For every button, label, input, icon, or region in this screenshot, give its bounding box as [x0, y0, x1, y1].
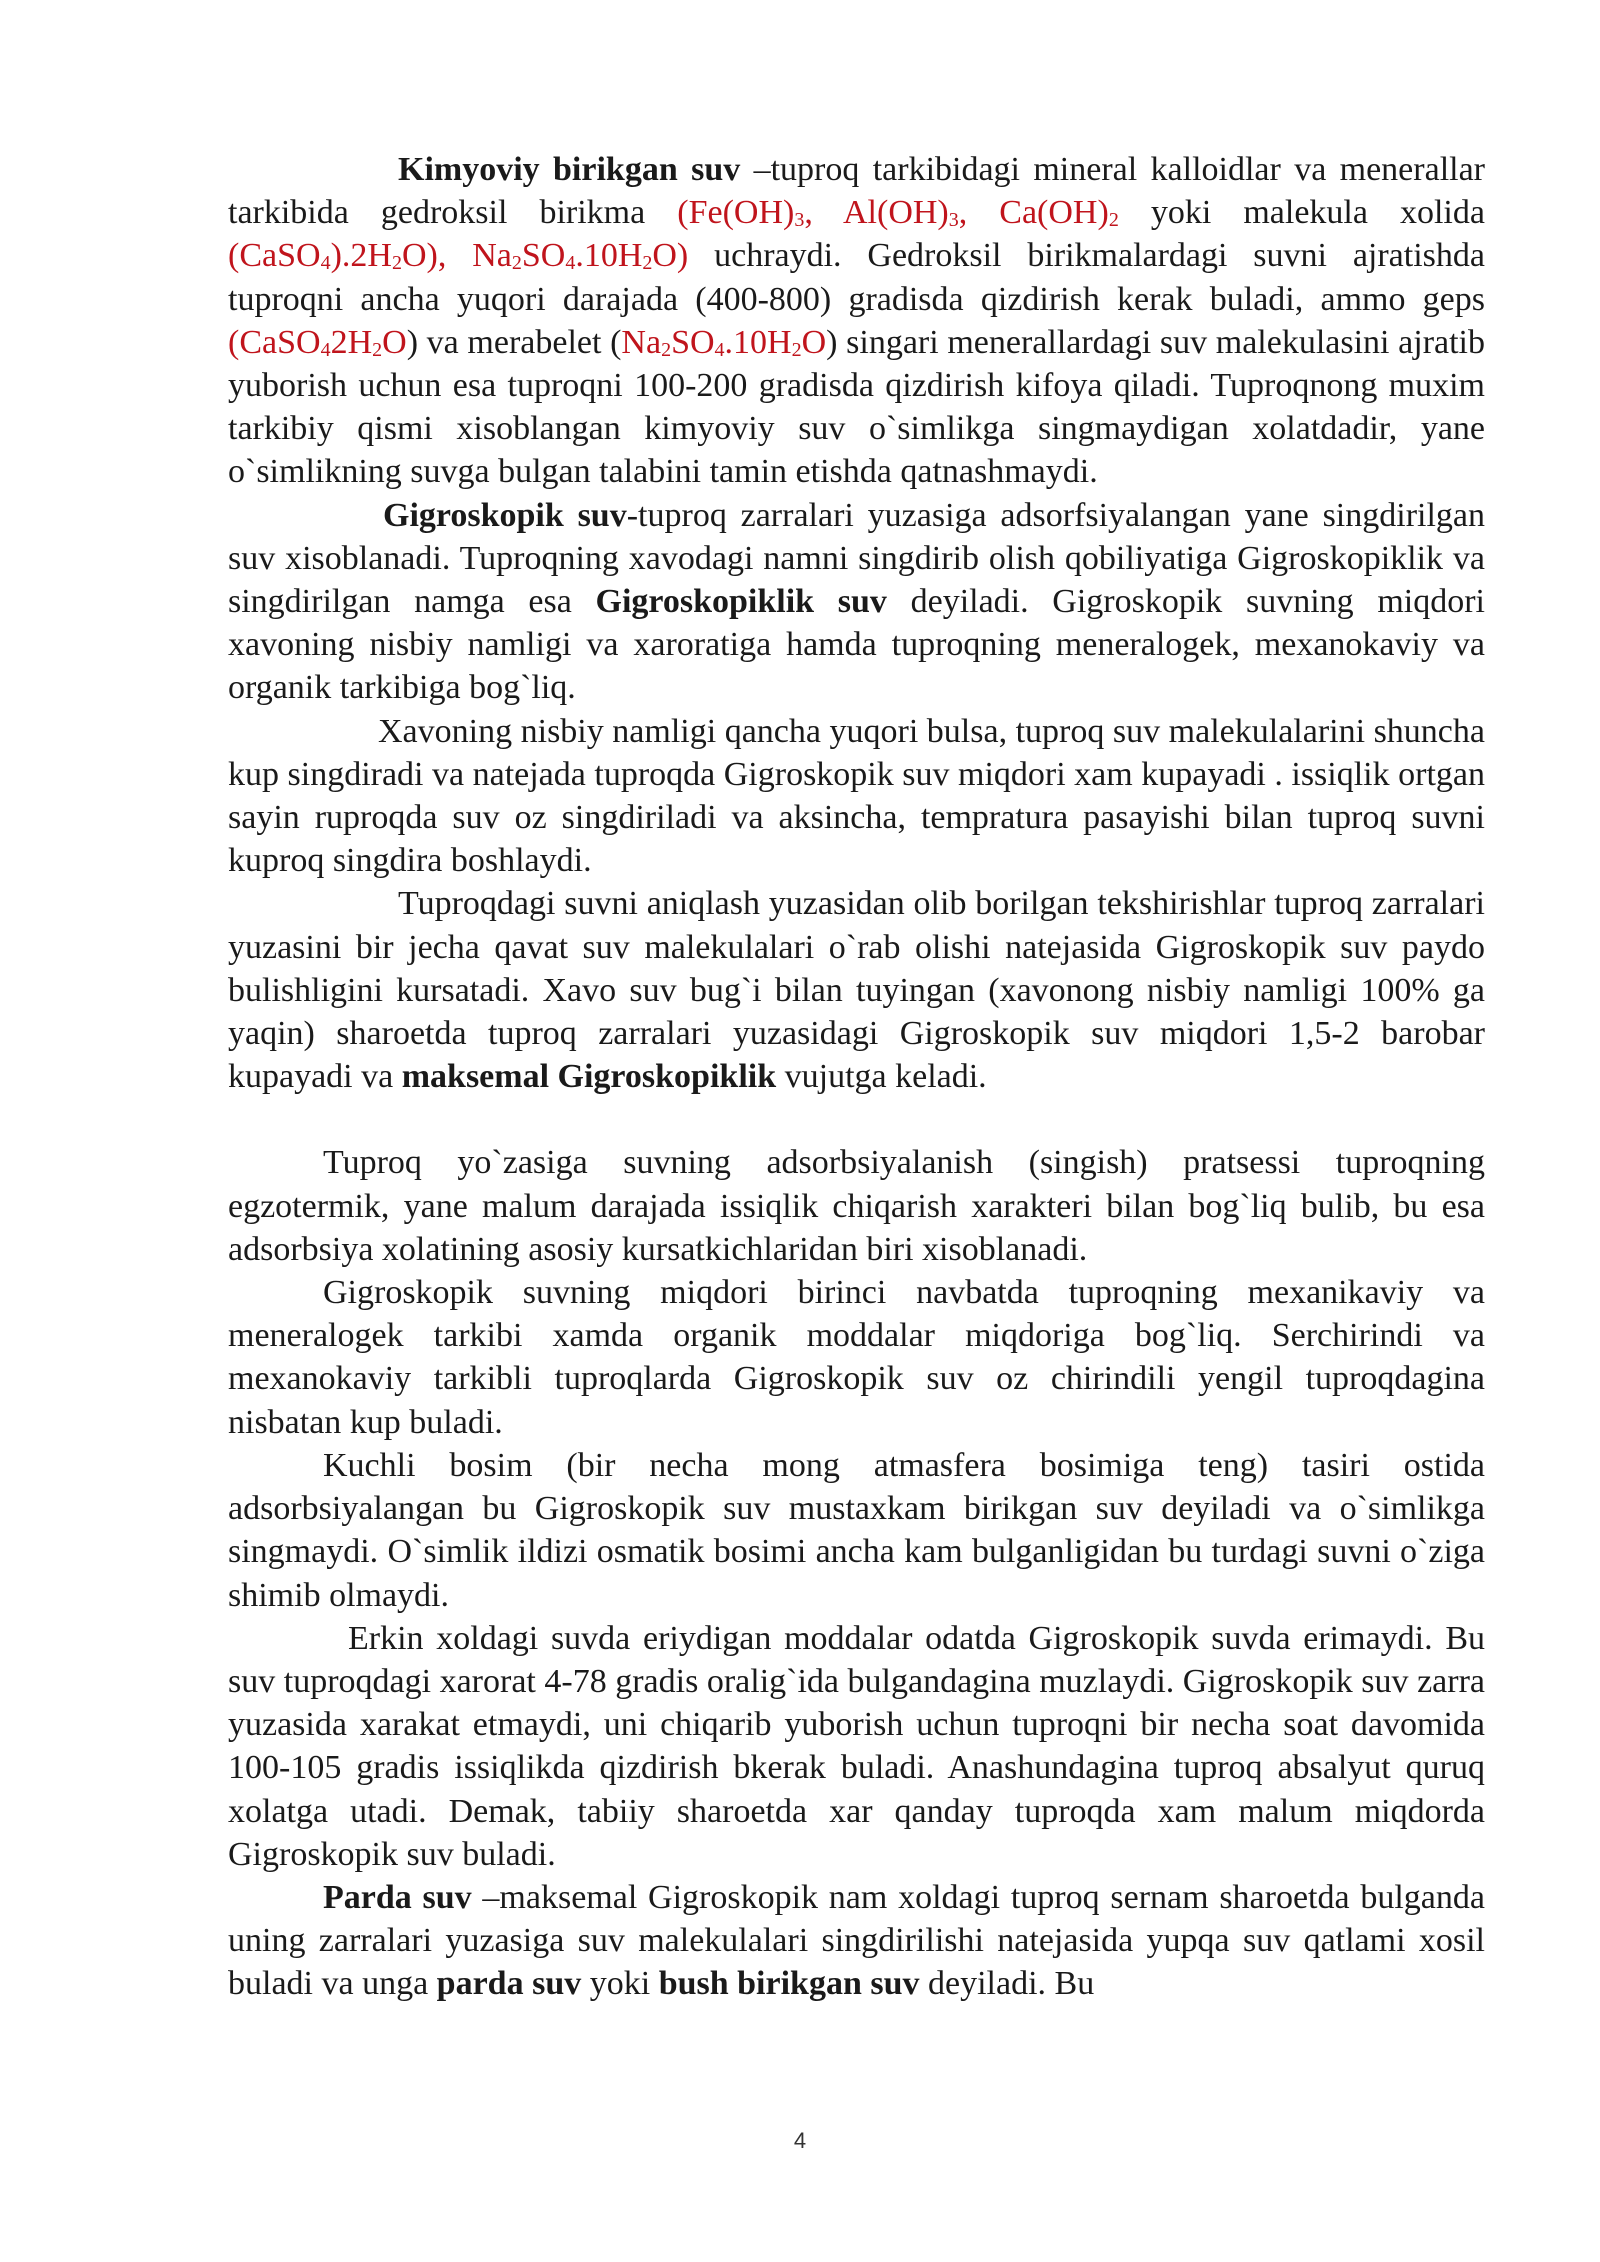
paragraph-air-humidity: Xavoning nisbiy namligi qancha yuqori bulsa, tuproq suv malekulalarini shuncha kup singdiradi va natejada tuproqda Gigroskopik suv miqdori xam kupayadi . issiqlik ortgan sayin ruproqda suv oz singdiriladi va aksincha, tempratura pasayishi bilan tuproq suvni kuproq singdira boshlaydi. — [228, 712, 1485, 880]
term-max-hygroscopicity: maksemal Gigroskopiklik — [401, 1058, 777, 1096]
paragraph-film-water: Parda suv –maksemal Gigroskopik nam xoldagi tuproq sernam sharoetda bulganda uning zarralari yuzasiga suv malekulalari singdirilishi natejasida yupqa suv qatlami xosil buladi va unga parda suv yoki bush birikgan suv deyiladi. Bu — [228, 1878, 1485, 2003]
formula-hydroxides: ($Fe(OH)_3$, $Al(OH)_3$, $Ca(OH)_2$ — [677, 194, 1119, 232]
paragraph-chemically-bound-water: Kimyoviy birikgan suv –tuproq tarkibidagi mineral kalloidlar va menerallar tarkibida gedroksil birikma ($Fe(OH)_3$, $Al(OH)_3$, $Ca(OH)_2$ yoki malekula xolida $(CaSO_4).2H_2O$), $Na_2SO_4.10H_2O$) uchraydi. Gedroksil birikmalardagi suvni ajratishda tuproqni ancha yuqori darajada (400-800) gradisda qizdirish kerak buladi, ammo geps $(CaSO_42H_2O)$ va merabelet $(Na_2SO_4.10H_2O)$ singari menerallardagi suv malekulasini ajratib yuborish uchun esa tuproqni 100-200 gradisda qizdirish kifoya qiladi. Tuproqnong muxim tarkibiy qismi xisoblangan kimyoviy suv o`simlikga singmaydigan xolatdadir, yane o`simlikning suvga bulgan talabini tamin etishda qatnashmaydi. — [228, 151, 1485, 491]
formula-gypsum-2: ($CaSO_42H_2O$ — [228, 323, 407, 361]
formula-mirabilite: $Na_2SO_4.10H_2O$) — [472, 237, 689, 275]
term-hygroscopic-water: Gigroskopik suv — [383, 496, 627, 534]
term-film-water: Parda suv — [323, 1878, 472, 1916]
page-number: 4 — [793, 2128, 807, 2153]
term-hygroscopicity-water: Gigroskopiklik suv — [595, 583, 887, 621]
paragraph-measurements: Tuproqdagi suvni aniqlash yuzasidan olib borilgan tekshirishlar tuproq zarralari yuzasini bir jecha qavat suv malekulalari o`rab olishi natejasida Gigroskopik suv paydo bulishligini kursatadi. Xavo suv bug`i bilan tuyingan (xavonong nisbiy namligi 100% ga yaqin) sharoetda tuproq zarralari yuzasidagi Gigroskopik suv miqdori 1,5-2 barobar kupayadi va maksemal Gigroskopiklik vujutga keladi. — [228, 885, 1485, 1096]
paragraph-adsorption: Tuproq yo`zasiga suvning adsorbsiyalanish (singish) pratsessi tuproqning egzotermik, yane malum darajada issiqlik chiqarish xarakteri bilan bog`liq bulib, bu esa adsorbsiya xolatining asosiy kursatkichlaridan biri xisoblanadi. — [228, 1144, 1485, 1268]
paragraph-hygroscopic-water: Gigroskopik suv-tuproq zarralari yuzasiga adsorfsiyalangan yane singdirilgan suv xisoblanadi. Tuproqning xavodagi namni singdirib olish qobiliyatiga Gigroskopiklik va singdirilgan namga esa Gigroskopiklik suv deyiladi. Gigroskopik suvning miqdori xavoning nisbiy namligi va xaroratiga hamda tuproqning meneralogek, mexanokaviy va organik tarkibiga bog`liq. — [228, 496, 1485, 707]
term-loosely-bound-water: bush birikgan suv — [658, 1965, 920, 2003]
paragraph-strong-pressure: Kuchli bosim (bir necha mong atmasfera bosimiga teng) tasiri ostida adsorbsiyalangan bu Gigroskopik suv mustaxkam birikgan suv deyiladi va o`simlikga singmaydi. O`simlik ildizi osmatik bosimi ancha kam bulganligidan bu turdagi suvni o`ziga shimib olmaydi. — [228, 1446, 1485, 1614]
formula-gypsum: $(CaSO_4).2H_2O$), — [228, 237, 447, 275]
paragraph-gap — [228, 1098, 1485, 1141]
paragraph-hygroscopic-amount: Gigroskopik suvning miqdori birinci navbatda tuproqning mexanikaviy va meneralogek tarkibi xamda organik moddalar miqdoriga bog`liq. Serchirindi va mexanokaviy tarkibli tuproqlarda Gigroskopik suv oz chirindili yengil tuproqdagina nisbatan kup buladi. — [228, 1274, 1485, 1441]
body-text — [228, 148, 1485, 2006]
term-film-water-2: parda suv — [436, 1965, 582, 2003]
formula-mirabilite-2: $Na_2SO_4.10H_2O$ — [621, 323, 827, 361]
term-chemically-bound-water: Kimyoviy birikgan suv — [398, 151, 741, 188]
paragraph-free-state: Erkin xoldagi suvda eriydigan moddalar odatda Gigroskopik suvda erimaydi. Bu suv tuproqdagi xarorat 4-78 gradis oralig`ida bulgandagina muzlaydi. Gigroskopik suv zarra yuzasida xarakat etmaydi, uni chiqarib yuborish uchun tuproqni bir necha soat davomida 100-105 gradis issiqlikda qizdirish bkerak buladi. Anashundagina tuproq absalyut quruq xolatga utadi. Demak, tabiiy sharoetda xar qanday tuproqda xam malum miqdorda Gigroskopik suv buladi. — [228, 1619, 1485, 1873]
